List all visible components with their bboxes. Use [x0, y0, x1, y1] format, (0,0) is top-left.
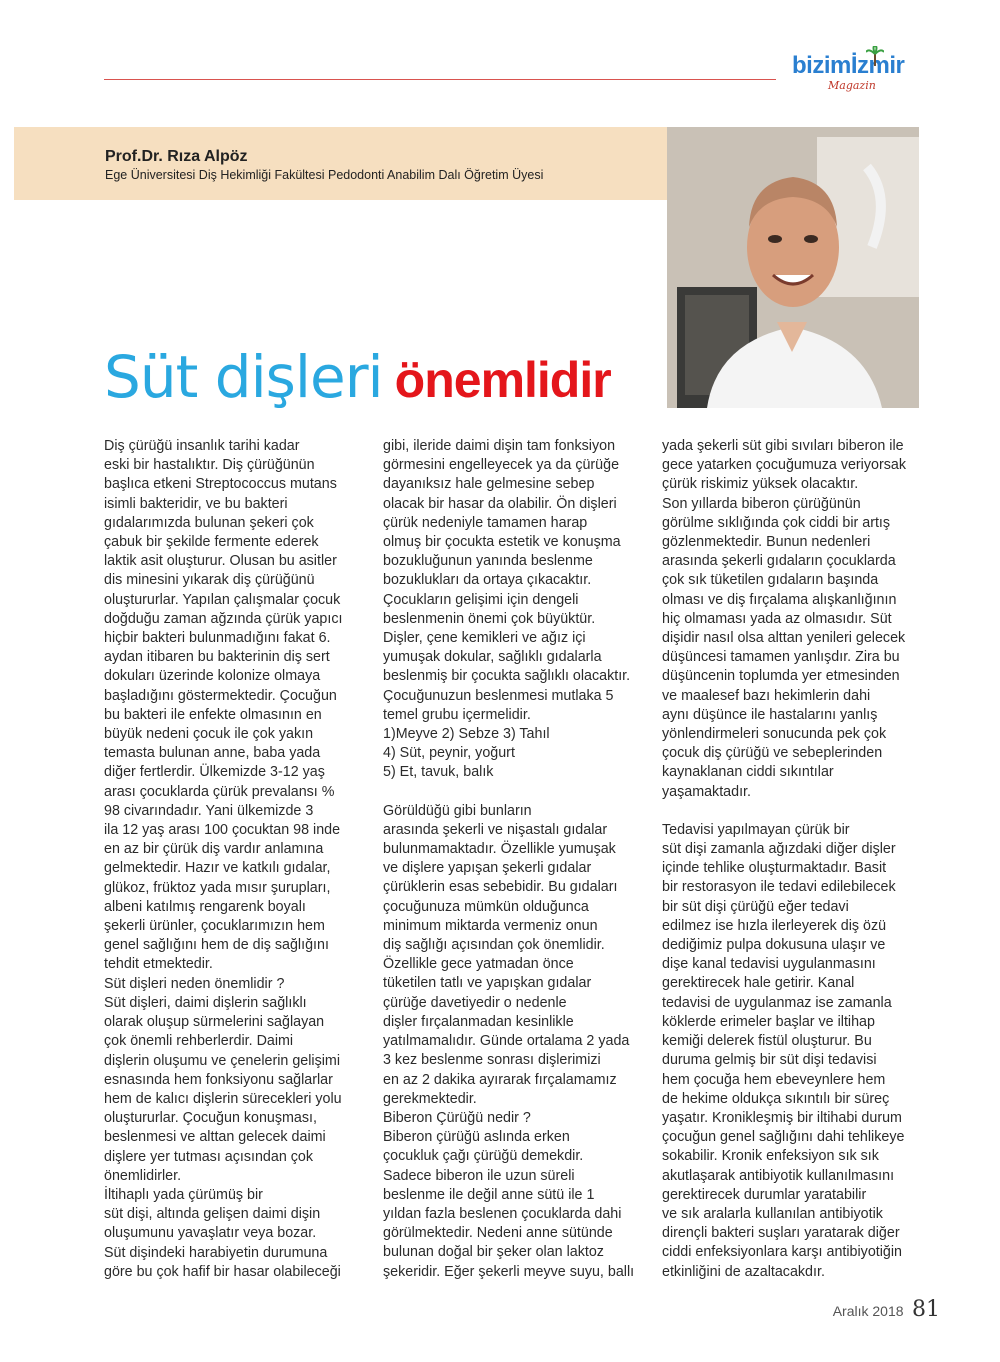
paragraph: Tedavisi yapılmayan çürük bir süt dişi zamanla ağızdaki diğer dişler içinde tehlike oluşturmaktadır. Basit bir restorasyon ile tedavi edilebilecek bir süt dişi çürüğü eğer tedavi edilmez ise hızla ilerleyerek diş özü dediğimiz pulpa dokusuna ulaşır ve dişe kanal tedavisi uygulanmasını gerektirecek hale getirir. Kanal tedavisi de uygulanmaz ise zamanla köklerde erimeler başlar ve iltihap kemiği delerek fistül oluşturur. Bu duruma gelmiş bir süt dişi tedavisi hem çocuğa hem ebeveynlere hem de hekime oldukça sıkıntılı bir süreç yaşatır. Kronikleşmiş bir iltihabi durum çocuğun genel sağlığını dahi tehlikeye sokabilir. Kronik enfeksiyon sık sık akutlaşarak antibiyotik kullanılmasını gerektirecek durumlar yaratabilir ve sık aralarla kullanılan antibiyotik dirençli bakteri suşları yaratarak diğer ciddi enfeksiyonlara karşı antibiyotiğin etkinliğini de azaltacakdır.	[662, 821, 905, 1280]
author-title: Ege Üniversitesi Diş Hekimliği Fakültesi Pedodonti Anabilim Dalı Öğretim Üyesi	[105, 168, 544, 182]
article-headline	[104, 343, 611, 413]
header-rule	[104, 79, 776, 80]
headline-part1: Süt dişleri	[104, 343, 383, 411]
logo-subtitle: Magazin	[828, 79, 876, 92]
portrait-illustration	[667, 127, 919, 408]
paragraph: yada şekerli süt gibi sıvıları biberon ile gece yatarken çocuğumuza veriyorsak çürük riskimiz yüksek olacaktır. Son yıllarda biberon çürüğünün görülme sıklığında çok ciddi bir artış gözlenmektedir. Bunun nedenleri arasında şekerli gıdaların çocuklarda çok sık tüketilen gıdaların başında olması ve diş fırçalama alışkanlığının hiç olmaması yada az olmasıdır. Süt dişidir nasıl olsa alttan yenileri gelecek düşüncesi tamamen yanlışdır. Zira bu düşüncenin toplumda yer etmesinden ve maalesef bazı hekimlerin dahi aynı düşünce ile hastalarını yanlış yönlendirmeleri sonucunda pek çok çocuk diş çürüğü ve sebeplerinden kaynaklanan ciddi sıkıntılar yaşamaktadır.	[662, 438, 906, 800]
paragraph: Görüldüğü gibi bunların arasında şekerli ve nişastalı gıdalar bulunmamaktadır. Özellikle yumuşak ve dişlere yapışan şekerli gıdalar çürüklerin esas sebebidir. Bu gıdaları çocuğunuza mümkün olduğunca minimum miktarda vermeniz onun diş sağlığı açısından çok önemlidir. Özellikle gece yatmadan önce tüketilen tatlı ve yapışkan gıdalar çürüğe davetiyedir o nedenle dişler fırçalanmadan kesinlikle yatılmamalıdır. Günde ortalama 2 yada 3 kez beslenme sonrası dişlerimizi en az 2 dakika ayırarak fırçalamamız gerekmektedir.	[383, 802, 630, 1107]
author-name: Prof.Dr. Rıza Alpöz	[105, 148, 248, 165]
paragraph: Çocukların gelişimi için dengeli beslenmenin önemi çok büyüktür. Dişler, çene kemikleri ve ağız içi yumuşak dokular, sağlıklı gıdalarla beslenmiş bir çocukta sağlıklı olacaktır. Çocuğunuzun beslenmesi mutlaka 5 temel grubu içermelidir.	[383, 591, 631, 723]
paragraph: Diş çürüğü insanlık tarihi kadar eski bir hastalıktır. Diş çürüğünün başlıca etkeni Streptococcus mutans isimli bakteridir, ve bu bakteri gıdalarımızda bulunan şekeri çok çabuk bir şekilde fermente ederek laktik asit oluşturur. Olusan bu asitler dis minesini yıkarak diş çürüğünü oluştururlar. Yapılan çalışmalar çocuk doğduğu zaman ağzında çürük yapıcı hiçbir bakteri bulunmadığını fakat 6. aydan itibaren bu bakterinin diş sert dokuları üzerinde kolonize olmaya başladığını göstermektedir. Çocuğun bu bakteri ile enfekte olmasının en büyük nedeni çocuk ile çok yakın temasta bulunan anne, baba yada diğer fertlerdir. Ülkemizde 3-12 yaş arası çocuklarda çürük prevalansı % 98 civarındadır. Yani ülkemizde 3 ila 12 yaş arası 100 çocuktan 98 inde en az bir çürük diş vardır anlamına gelmektedir. Hazır ve katkılı gıdalar, glükoz, früktoz yada mısır şurupları, albeni katılmış rengarenk boyalı şekerli ürünler, çocuklarımızın hem genel sağlığını hem de diş sağlığını tehdit etmektedir.	[104, 438, 343, 973]
section-heading: Biberon Çürüğü nedir ?	[383, 1109, 531, 1126]
food-group-list: 1)Meyve 2) Sebze 3) Tahıl 4) Süt, peynir, yoğurt 5) Et, tavuk, balık	[383, 726, 550, 781]
paragraph: gibi, ileride daimi dişin tam fonksiyon görmesini engelleyecek ya da çürüğe dayanıksız hale gelmesine sebep olacak bir hasar da olabilir. Ön dişleri çürük nedeniyle tamamen harap olmuş bir çocukta estetik ve konuşma bozukluğunun yanında beslenme bozuklukları da ortaya çıkacaktır.	[383, 438, 621, 589]
paragraph: İltihaplı yada çürümüş bir süt dişi, altında gelişen daimi dişin oluşumunu yavaşlatır veya bozar. Süt dişindeki harabiyetin durumuna göre bu çok hafif bir hasar olabileceği	[104, 1186, 341, 1280]
paragraph: Süt dişleri, daimi dişlerin sağlıklı olarak oluşup sürmelerini sağlayan çok önemli rehberlerdir. Daimi dişlerin oluşumu ve çenelerin gelişimi esnasında hem fonksiyonu sağlarlar hem de kalıcı dişlerin sürecekleri yolu oluştururlar. Çocuğun konuşması, beslenmesi ve alttan gelecek daimi dişlere yer tutması açısından çok önemlidirler.	[104, 994, 342, 1184]
author-band	[14, 127, 674, 200]
paragraph: Biberon çürüğü aslında erken çocukluk çağı çürüğü demekdir. Sadece biberon ile uzun süreli beslenme ile değil anne sütü ile 1 yıldan fazla beslenen çocuklarda dahi görülmektedir. Nedeni anne sütünde bulunan doğal bir şeker olan laktoz şekeridir. Eğer şekerli meyve suyu, ballı	[383, 1129, 635, 1280]
article-column-2	[383, 437, 645, 1282]
bizimizmir-logo[interactable]	[790, 52, 930, 96]
author-photo	[667, 127, 919, 408]
issue-date: Aralık 2018	[832, 1303, 904, 1319]
page-number: 81	[912, 1297, 940, 1322]
section-heading: Süt dişleri neden önemlidir ?	[104, 975, 285, 992]
palm-tree-icon	[866, 46, 884, 66]
article-column-1	[104, 437, 366, 1282]
headline-part2: önemlidir	[394, 352, 611, 408]
page-footer	[833, 1297, 940, 1322]
spacer	[383, 783, 645, 802]
logo-text: bizimİzmir	[792, 52, 905, 79]
article-column-3	[662, 437, 924, 1282]
spacer	[662, 802, 924, 821]
